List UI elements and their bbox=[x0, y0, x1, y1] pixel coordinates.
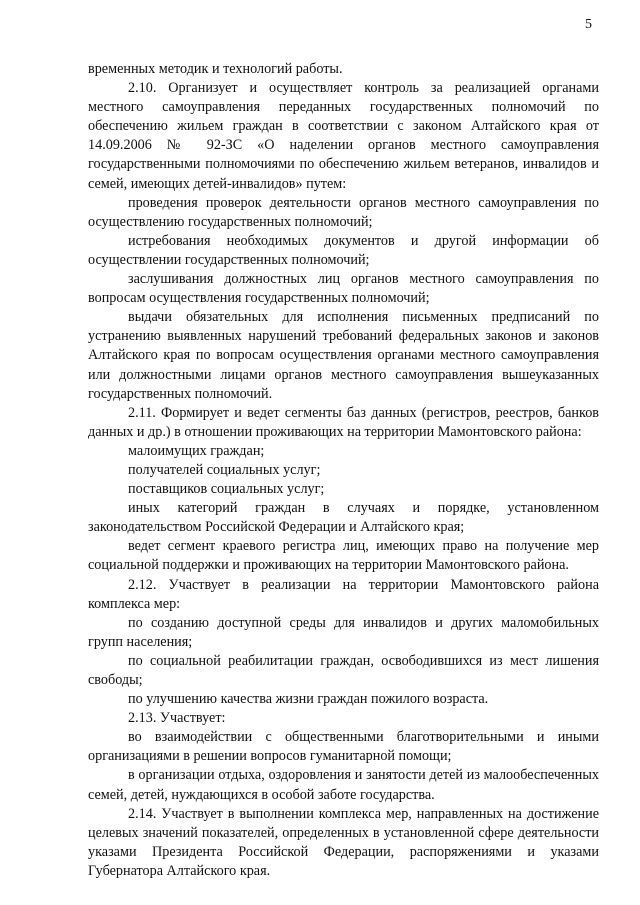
list-item-regional-register: ведет сегмент краевого регистра лиц, имеющих право на получение мер социальной поддержки и проживающих на территории Мамонтовского района. bbox=[88, 538, 599, 574]
paragraph-2-13: 2.13. Участвует: bbox=[128, 710, 226, 727]
list-item-other-categories: иных категорий граждан в случаях и порядке, установленном законодательством Российской Федерации и Алтайского края; bbox=[88, 500, 599, 536]
paragraph-2-12: 2.12. Участвует в реализации на территории Мамонтовского района комплекса мер: bbox=[88, 576, 599, 612]
list-item-humanitarian-aid: во взаимодействии с общественными благотворительными и иными организациями в решении вопросов гуманитарной помощи; bbox=[88, 729, 599, 765]
list-item-service-providers: поставщиков социальных услуг; bbox=[128, 481, 325, 498]
list-item-service-recipients: получателей социальных услуг; bbox=[128, 461, 321, 478]
document-body bbox=[88, 60, 599, 881]
list-item-children-recreation: в организации отдыха, оздоровления и занятости детей из малообеспеченных семей, детей, нуждающихся в особой заботе государства. bbox=[88, 767, 599, 803]
list-item-low-income: малоимущих граждан; bbox=[128, 442, 265, 459]
list-item-inspections: проведения проверок деятельности органов местного самоуправления по осуществлению государственных полномочий; bbox=[88, 194, 599, 230]
list-item-elderly-quality: по улучшению качества жизни граждан пожилого возраста. bbox=[128, 691, 489, 708]
list-item-hearing-officials: заслушивания должностных лиц органов местного самоуправления по вопросам осуществления государственных полномочий; bbox=[88, 271, 599, 307]
paragraph-2-11: 2.11. Формирует и ведет сегменты баз данных (регистров, реестров, банков данных и др.) в отношении проживающих на территории Мамонтовского района: bbox=[88, 404, 599, 440]
paragraph-continuation: временных методик и технологий работы. bbox=[88, 61, 343, 77]
paragraph-2-14: 2.14. Участвует в выполнении комплекса мер, направленных на достижение целевых значений показателей, определенных в установленной сфере деятельности указами Президента Российской Федерации, распоряжениями и указами Губернатора Алтайского края. bbox=[88, 805, 599, 879]
paragraph-2-10: 2.10. Организует и осуществляет контроль за реализацией органами местного самоуправления переданных государственных полномочий по обеспечению жильем граждан в соответствии с законом Алтайского края от 14.09.2006 № 92-ЗС «О наделении органов местного самоуправления государственными полномочиями по обеспечению жильем ветеранов, инвалидов и семей, имеющих детей-инвалидов» путем: bbox=[88, 80, 599, 192]
list-item-orders: выдачи обязательных для исполнения письменных предписаний по устранению выявленных нарушений требований федеральных законов и законов Алтайского края по вопросам осуществления органами местного самоуправления или должностными лицами органов местного самоуправления вышеуказанных государственных полномочий. bbox=[88, 309, 599, 402]
list-item-documents: истребования необходимых документов и другой информации об осуществлении государственных полномочий; bbox=[88, 232, 599, 268]
list-item-accessible-environment: по созданию доступной среды для инвалидов и других маломобильных групп населения; bbox=[88, 614, 599, 650]
page-number: 5 bbox=[585, 17, 592, 32]
list-item-rehabilitation: по социальной реабилитации граждан, освободившихся из мест лишения свободы; bbox=[88, 652, 599, 688]
